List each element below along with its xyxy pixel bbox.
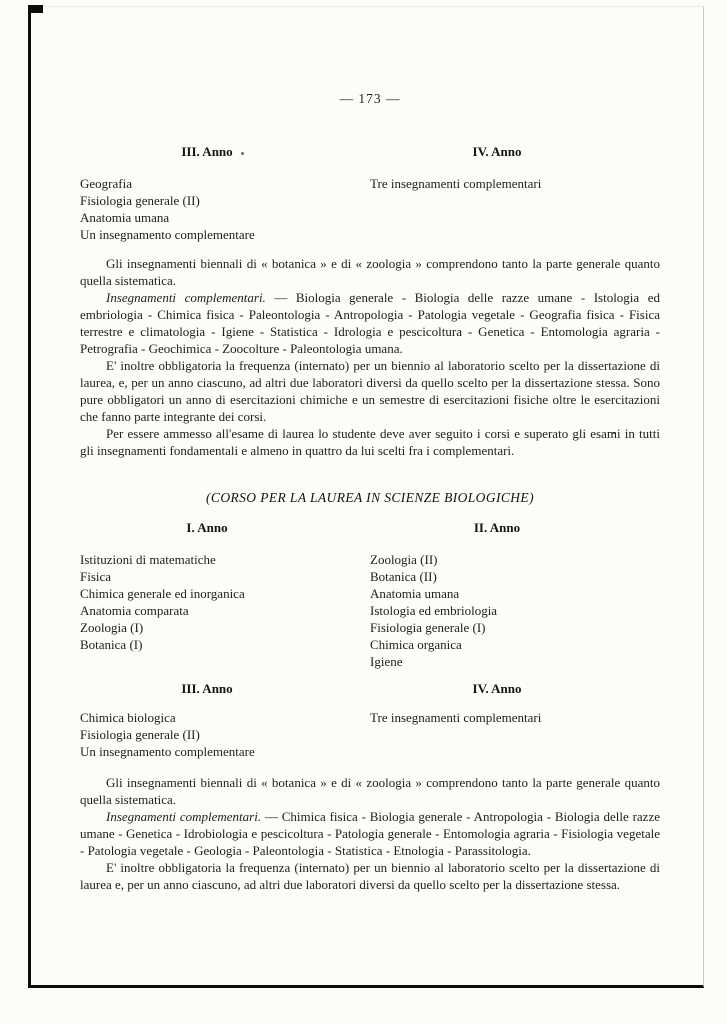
year-row-bio-3-4 <box>80 680 660 760</box>
paragraph-biennali-bio: Gli insegnamenti biennali di « botanica » e di « zoologia » comprendono tanto la parte generale quanto quella sistematica. <box>80 775 660 807</box>
course-item: Igiene <box>370 654 403 669</box>
course-item: Un insegnamento complementare <box>80 744 255 759</box>
course-item: Tre insegnamenti complementari <box>370 710 542 725</box>
paragraph-biennali: Gli insegnamenti biennali di « botanica » e di « zoologia » comprendono tanto la parte generale quanto quella sistematica. <box>80 256 660 288</box>
course-item: Fisiologia generale (II) <box>80 727 200 742</box>
column-bio-anno-iii <box>80 680 370 760</box>
course-item: Fisiologia generale (I) <box>370 620 486 635</box>
course-list-bio-anno-iv <box>370 709 660 726</box>
heading-bio-anno-iv: IV. Anno <box>472 681 522 696</box>
bottom-paragraphs <box>80 774 660 893</box>
paragraph-ammissione: Per essere ammesso all'esame di laurea lo studente deve aver seguito i corsi e superato gli esami in tutti gli insegnamenti fondamentali e almeno in quattro da lui scelti fra i complementari. <box>80 426 660 458</box>
course-item: Anatomia umana <box>80 210 170 225</box>
top-paragraphs <box>80 255 660 459</box>
paragraph-complementari-bio-body: — Chimica fisica - Biologia generale - Antropologia - Biologia delle razze umane - Genetica - Idrobiologia e pescicoltura - Patologia generale - Entomologia agraria - Fisiologia vegetale - Patologia vegetale - Geologia - Paleontologia - Statistica - Etnologia - Parassitologia. <box>80 809 660 858</box>
course-item: Istituzioni di matematiche <box>80 552 216 567</box>
paragraph-complementari-body: — Biologia generale - Biologia delle razze umane - Istologia ed embriologia - Chimica fisica - Paleontologia - Antropologia - Patologia vegetale - Geografia fisica - Fisica terrestre e climatologia - Igiene - Statistica - Idrologia e pescicoltura - Genetica - Entomologia agraria - Petrografia - Geochimica - Zoocolture - Paleontologia umana. <box>80 290 660 356</box>
heading-anno-iii: III. Anno <box>181 144 233 159</box>
column-bio-anno-iv <box>370 680 660 760</box>
paragraph-frequenza: E' inoltre obbligatoria la frequenza (internato) per un biennio al laboratorio scelto per la dissertazione di laurea, e, per un anno ciascuno, ad altri due laboratori diversi da quello scelto per la dissertazione stessa. Sono pure obbligatori un anno di esercitazioni chimiche e un semestre di esercitazioni fisiche oltre le esercitazioni che fanno parte integrante dei corsi. <box>80 358 660 424</box>
column-anno-ii <box>370 519 660 670</box>
page-number: — 173 — <box>339 91 401 106</box>
scan-corner-artifact <box>28 5 43 13</box>
course-item: Chimica biologica <box>80 710 176 725</box>
heading-bio-anno-iii: III. Anno <box>181 681 233 696</box>
course-list-bio-anno-iii <box>80 709 370 760</box>
course-list-anno-i <box>80 551 370 653</box>
heading-anno-ii: II. Anno <box>473 520 521 535</box>
heading-anno-iv: IV. Anno <box>472 144 522 159</box>
paragraph-complementari-lead: Insegnamenti complementari. <box>106 290 266 305</box>
year-row-top-3-4 <box>80 143 660 243</box>
column-anno-iv <box>370 143 660 243</box>
course-list-anno-iv <box>370 175 660 192</box>
course-item: Fisica <box>80 569 112 584</box>
course-item: Istologia ed embriologia <box>370 603 498 618</box>
course-list-anno-ii <box>370 551 660 670</box>
course-item: Botanica (II) <box>370 569 437 584</box>
course-item: Geografia <box>80 176 132 191</box>
year-row-bio-1-2 <box>80 519 660 670</box>
course-list-anno-iii <box>80 175 370 243</box>
course-item: Anatomia comparata <box>80 603 189 618</box>
course-item: Chimica organica <box>370 637 462 652</box>
course-item: Fisiologia generale (II) <box>80 193 200 208</box>
paragraph-complementari-bio-lead: Insegnamenti complementari. <box>106 809 262 824</box>
course-item: Zoologia (I) <box>80 620 144 635</box>
course-item: Botanica (I) <box>80 637 143 652</box>
paragraph-frequenza-bio: E' inoltre obbligatoria la frequenza (internato) per un biennio al laboratorio scelto per la dissertazione di laurea e, per un anno ciascuno, ad altri due laboratori diversi da quello scelto per la dissertazione stessa. <box>80 860 660 892</box>
section-heading-scienze-biologiche: (CORSO PER LA LAUREA IN SCIENZE BIOLOGICHE) <box>206 490 534 505</box>
column-anno-i <box>80 519 370 670</box>
column-anno-iii <box>80 143 370 243</box>
course-item: Tre insegnamenti complementari <box>370 176 542 191</box>
heading-anno-i: I. Anno <box>186 520 228 535</box>
course-item: Chimica generale ed inorganica <box>80 586 245 601</box>
course-item: Anatomia umana <box>370 586 460 601</box>
paragraph-complementari-bio <box>80 808 660 859</box>
course-item: Un insegnamento complementare <box>80 227 255 242</box>
course-item: Zoologia (II) <box>370 552 438 567</box>
page-content <box>80 90 660 893</box>
paragraph-complementari <box>80 289 660 357</box>
